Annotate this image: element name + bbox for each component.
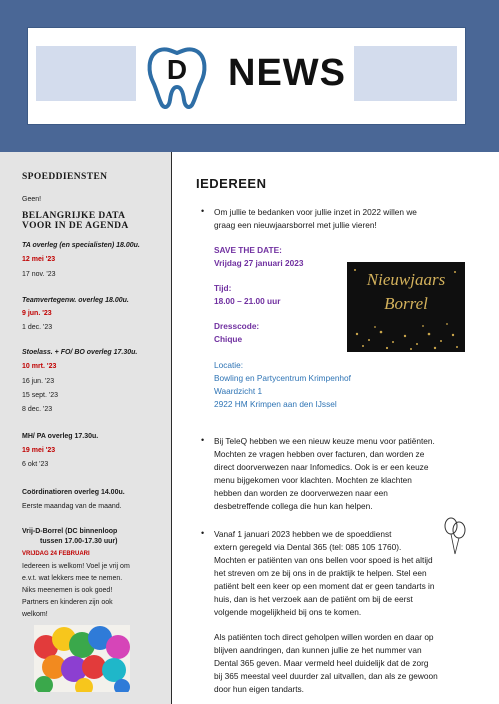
agenda-heading-2: VOOR IN DE AGENDA	[22, 221, 129, 231]
nieuwjaarsborrel-image	[347, 262, 465, 352]
p3-line-5: patiënt belt een keer op een moment dat er geen tandarts in	[214, 581, 435, 591]
team-overleg-title: Teamvertegenw. overleg 18.00u.	[22, 297, 129, 304]
stoel-date-3: 15 sept. '23	[22, 392, 58, 399]
loc-line-1: Bowling en Partycentrum Krimpenhof	[214, 373, 351, 383]
p2-line-3: direct doorverwezen naar Infomedics. Ook is er een keuze	[214, 462, 429, 472]
tijd-label: Tijd:	[214, 283, 232, 293]
save-date: Vrijdag 27 januari 2023	[214, 258, 304, 268]
borrel-date: VRIJDAG 24 FEBRUARI	[22, 551, 90, 557]
stoel-date-4: 8 dec. '23	[22, 406, 53, 413]
bullet: •	[201, 528, 205, 538]
borrel-line-4: Partners en kinderen zijn ook	[22, 599, 113, 606]
stoel-overleg-title: Stoelass. + FO/ BO overleg 17.30u.	[22, 349, 138, 356]
dnews-logo	[136, 42, 354, 110]
save-label: SAVE THE DATE:	[214, 245, 282, 255]
logo-word: NEWS	[228, 52, 346, 94]
loc-label: Locatie:	[214, 360, 244, 370]
p4-line-1: Als patiënten toch direct geholpen willen worden en daar op	[214, 632, 434, 642]
p2-line-6: desbetreffende collega die hun kan helpen.	[214, 501, 373, 511]
main-title: IEDEREEN	[196, 176, 267, 191]
stoel-date-1: 10 mrt. '23	[22, 363, 57, 370]
borrel-line-3: Niks meenemen is ook goed!	[22, 587, 113, 594]
p3-line-3: Mochten er patiënten van ons bellen voor spoed is het altijd	[214, 555, 433, 565]
p1-line-1: Om jullie te bedanken voor jullie inzet in 2022 willen we	[214, 207, 417, 217]
team-date-2: 1 dec. '23	[22, 324, 53, 331]
balloons-image	[34, 625, 130, 692]
mh-overleg-title: MH/ PA overleg 17.30u.	[22, 433, 99, 440]
bullet: •	[201, 206, 205, 216]
mh-date-1: 19 mei '23	[22, 447, 56, 454]
spoed-heading: SPOEDDIENSTEN	[22, 172, 108, 182]
coord-overleg-title: Coördinatioren overleg 14.00u.	[22, 489, 125, 496]
newsletter-header	[0, 0, 499, 152]
dress-value: Chique	[214, 334, 243, 344]
p3-line-4: het streven om ze bij ons in de praktijk te helpen. Stel een	[214, 568, 427, 578]
tijd-value: 18.00 – 21.00 uur	[214, 296, 281, 306]
bullet: •	[201, 435, 205, 445]
banner-stripe-left	[36, 46, 148, 101]
agenda-heading-1: BELANGRIJKE DATA	[22, 211, 126, 221]
p3-line-2: extern geregeld via Dental 365 (tel: 085 105 1760).	[214, 542, 402, 552]
dress-label: Dresscode:	[214, 321, 260, 331]
ta-date-1: 12 mei '23	[22, 256, 56, 263]
ta-date-2: 17 nov. '23	[22, 271, 56, 278]
borrel-line-2: e.v.t. wat lekkers mee te nemen.	[22, 575, 123, 582]
team-date-1: 9 jun. '23	[22, 310, 52, 317]
borrel-line-5: welkom!	[22, 611, 48, 618]
p4-line-5: door hun eigen tandarts.	[214, 684, 304, 694]
image-text-1: Nieuwjaars	[366, 270, 446, 289]
p3-line-7: volgende mogelijkheid bij ons te komen.	[214, 607, 362, 617]
p4-line-3: Dental 365 geven. Maar vermeld heel duidelijk dat de zorg	[214, 658, 429, 668]
logo-letter: D	[166, 54, 188, 85]
balloons-icon	[443, 516, 467, 556]
p2-line-5: hebben dan worden ze doorverwezen naar een	[214, 488, 388, 498]
p2-line-1: Bij TeleQ hebben we een nieuw keuze menu voor patiënten.	[214, 436, 435, 446]
p1-line-2: graag een nieuwjaarsborrel met jullie vieren!	[214, 220, 377, 230]
header-banner	[27, 27, 466, 125]
borrel-line-1: Iedereen is welkom! Voel je vrij om	[22, 563, 130, 570]
loc-line-3: 2922 HM Krimpen aan den IJssel	[214, 399, 337, 409]
p4-line-4: bij 365 meestal veel duurder zal uitvallen, dan als ze gewoon	[214, 671, 438, 681]
stoel-date-2: 16 jun. '23	[22, 378, 55, 385]
sidebar	[0, 152, 172, 704]
tooth-icon	[144, 42, 210, 110]
coord-text: Eerste maandag van de maand.	[22, 503, 122, 510]
image-text-2: Borrel	[384, 294, 428, 313]
p3-line-1: Vanaf 1 januari 2023 hebben we de spoeddienst	[214, 529, 392, 539]
p4-line-2: blijven aandringen, dan kunnen jullie ze het nummer van	[214, 645, 422, 655]
spoed-value: Geen!	[22, 196, 42, 203]
loc-line-2: Waardzicht 1	[214, 386, 263, 396]
ta-overleg-title: TA overleg (en specialisten) 18.00u.	[22, 242, 140, 249]
banner-stripe-right	[341, 46, 457, 101]
borrel-title-2: tussen 17.00-17.30 uur)	[40, 538, 118, 545]
mh-date-2: 6 okt '23	[22, 461, 49, 468]
p3-line-6: huis, dan is het verzoek aan de patiënt om bij de eerst	[214, 594, 413, 604]
p2-line-4: menu bijgekomen voor klachten. Mochten ze klachten	[214, 475, 412, 485]
borrel-title-1: Vrij-D-Borrel (DC binnenloop	[22, 528, 118, 535]
p2-line-2: Mochten ze vragen hebben over facturen, dan worden ze	[214, 449, 425, 459]
